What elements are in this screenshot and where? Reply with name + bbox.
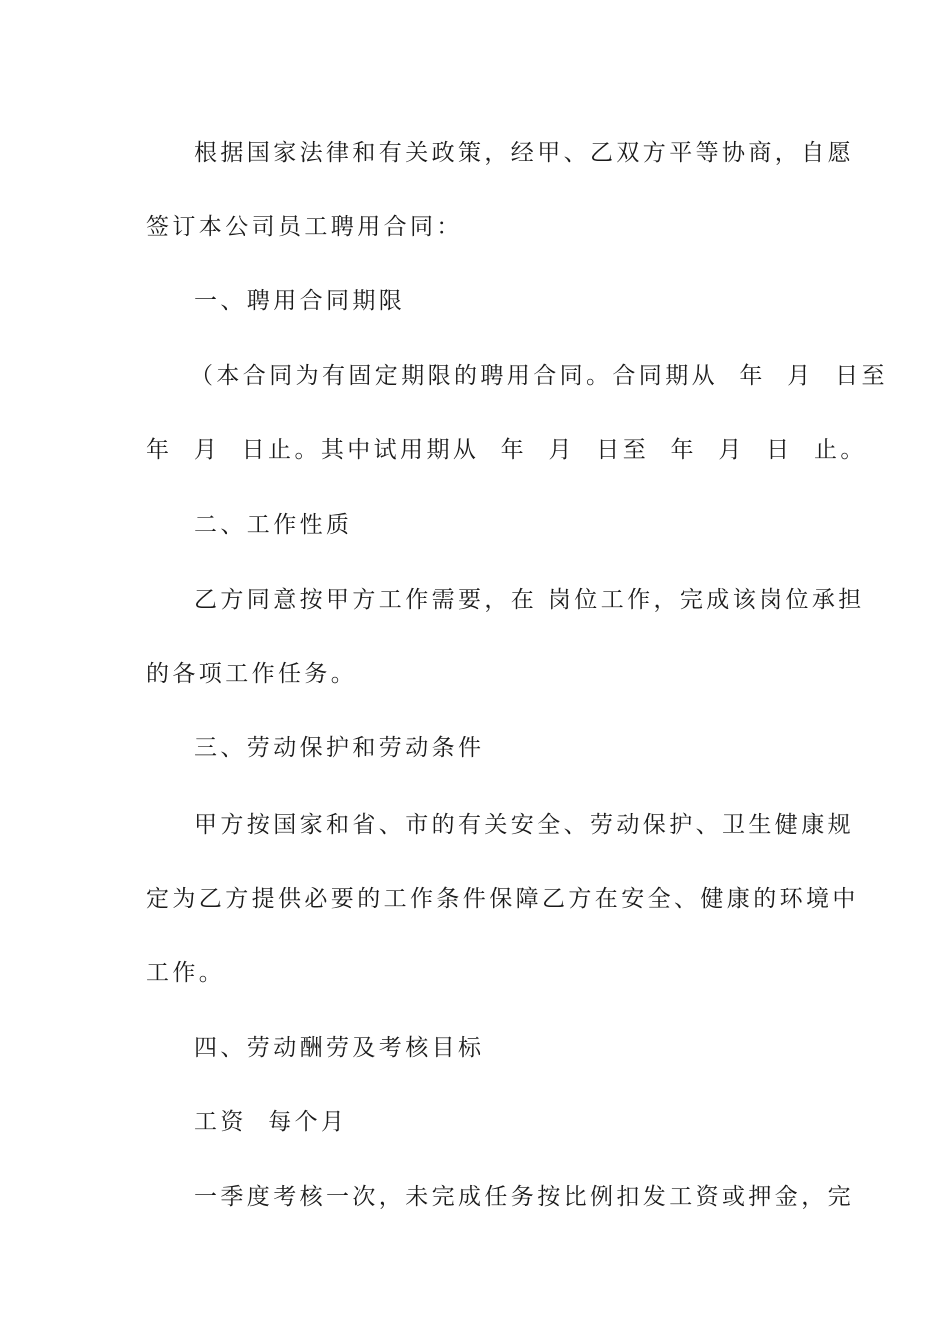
section-heading-remuneration: 四、劳动酬劳及考核目标: [194, 1035, 485, 1061]
paragraph-nature-line-2: 的各项工作任务。: [146, 661, 358, 687]
paragraph-intro-line-2: 签订本公司员工聘用合同：: [146, 214, 463, 240]
paragraph-term-line-2: 年 月 日止。其中试用期从 年 月 日至 年 月 日 止。: [146, 437, 867, 463]
paragraph-intro-line-1: 根据国家法律和有关政策，经甲、乙双方平等协商，自愿: [194, 140, 854, 166]
paragraph-nature-line-1: 乙方同意按甲方工作需要，在 岗位工作，完成该岗位承担: [194, 587, 865, 613]
section-heading-protection: 三、劳动保护和劳动条件: [194, 735, 485, 761]
paragraph-protection-line-3: 工作。: [146, 960, 226, 986]
section-heading-nature: 二、工作性质: [194, 512, 353, 538]
paragraph-term-line-1: （本合同为有固定期限的聘用合同。合同期从 年 月 日至: [190, 363, 888, 389]
paragraph-assessment-line-1: 一季度考核一次，未完成任务按比例扣发工资或押金，完: [194, 1184, 854, 1210]
paragraph-salary: 工资 每个月: [194, 1109, 348, 1135]
section-heading-term: 一、聘用合同期限: [194, 288, 406, 314]
paragraph-protection-line-2: 定为乙方提供必要的工作条件保障乙方在安全、健康的环境中: [146, 886, 859, 912]
paragraph-protection-line-1: 甲方按国家和省、市的有关安全、劳动保护、卫生健康规: [194, 812, 854, 838]
